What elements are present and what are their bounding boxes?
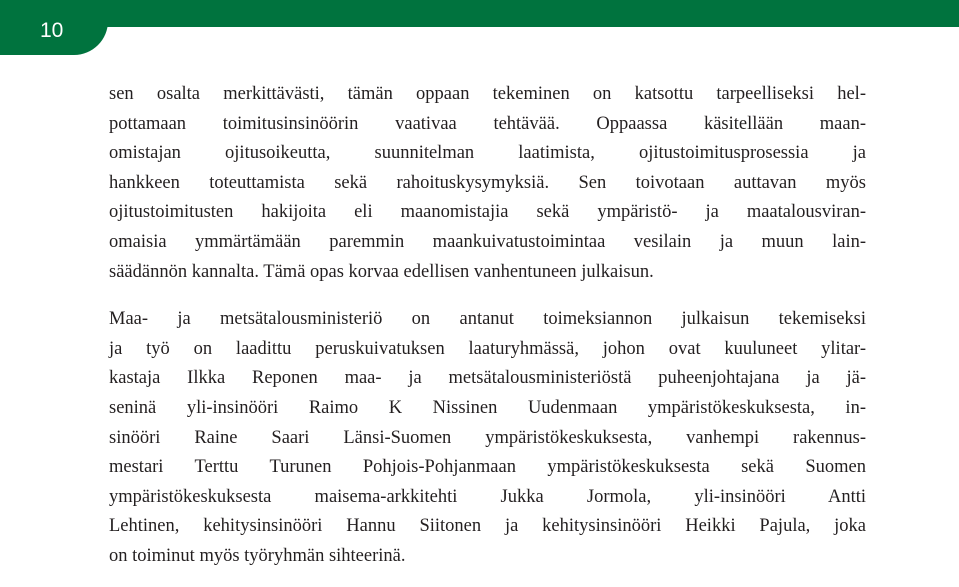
text-line: omaisia ymmärtämään paremmin maankuivatustoimintaa vesilain ja muun lain-: [109, 231, 866, 252]
text-line: pottamaan toimitusinsinöörin vaativaa tehtävää. Oppaassa käsitellään maan-: [109, 113, 866, 134]
text-line: mestari Terttu Turunen Pohjois-Pohjanmaan ympäristökeskuksesta sekä Suomen: [109, 457, 866, 478]
text-line: on toiminut myös työryhmän sihteerinä.: [109, 545, 406, 566]
text-line: omistajan ojitusoikeutta, suunnitelman laatimista, ojitustoimitusprosessia ja: [109, 143, 866, 164]
text-line: seninä yli-insinööri Raimo K Nissinen Uudenmaan ympäristökeskuksesta, in-: [109, 397, 866, 418]
text-line: ojitustoimitusten hakijoita eli maanomistajia sekä ympäristö- ja maatalousviran-: [109, 202, 866, 223]
header-bar: [0, 0, 959, 27]
text-line: hankkeen toteuttamista sekä rahoituskysymyksiä. Sen toivotaan auttavan myös: [109, 172, 866, 193]
page-number: 10: [40, 19, 64, 42]
page-number-tab: [0, 0, 108, 55]
paragraph-gap: [109, 287, 866, 305]
text-line: ja työ on laadittu peruskuivatuksen laaturyhmässä, johon ovat kuuluneet ylitar-: [109, 338, 866, 359]
text-line: säädännön kannalta. Tämä opas korvaa edellisen vanhentuneen julkaisun.: [109, 261, 654, 282]
paragraph-2: [109, 305, 866, 571]
text-line: Lehtinen, kehitysinsinööri Hannu Siitonen ja kehitysinsinööri Heikki Pajula, joka: [109, 516, 866, 537]
text-line: sen osalta merkittävästi, tämän oppaan tekeminen on katsottu tarpeelliseksi hel-: [109, 84, 866, 104]
text-line: Maa- ja metsätalousministeriö on antanut toimeksiannon julkaisun tekemiseksi: [109, 309, 866, 330]
text-line: kastaja Ilkka Reponen maa- ja metsätalousministeriöstä puheenjohtajana ja jä-: [109, 368, 866, 389]
paragraph-1: [109, 80, 866, 287]
text-line: ympäristökeskuksesta maisema-arkkitehti Jukka Jormola, yli-insinööri Antti: [109, 486, 866, 507]
body-text: [109, 80, 866, 572]
text-line: sinööri Raine Saari Länsi-Suomen ympäristökeskuksesta, vanhempi rakennus-: [109, 427, 866, 448]
